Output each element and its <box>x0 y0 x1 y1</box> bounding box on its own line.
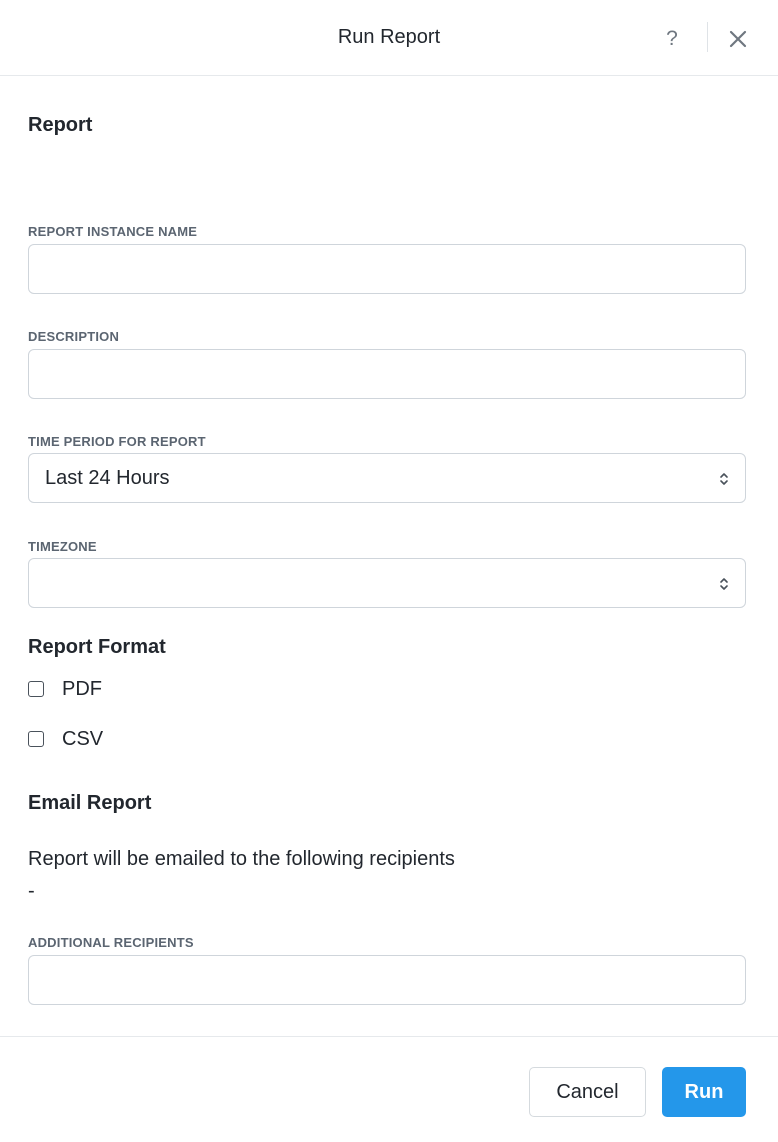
description-input[interactable] <box>28 349 746 399</box>
dialog-title: Run Report <box>337 26 441 48</box>
report-format-title: Report Format <box>28 636 166 658</box>
question-icon[interactable]: ? <box>666 27 678 50</box>
report-instance-name-label: REPORT INSTANCE NAME <box>28 224 198 239</box>
additional-recipients-input[interactable] <box>28 955 746 1005</box>
recipients-value: - <box>28 880 35 902</box>
run-button[interactable]: Run <box>662 1067 746 1117</box>
time-period-label: TIME PERIOD FOR REPORT <box>28 434 206 449</box>
recipients-description: Report will be emailed to the following recipients <box>28 848 455 870</box>
pdf-checkbox-row[interactable] <box>28 674 102 704</box>
close-icon-glyph <box>726 27 750 51</box>
time-period-selected-value: Last 24 Hours <box>45 467 170 489</box>
time-period-select[interactable] <box>28 453 746 503</box>
pdf-checkbox-label: PDF <box>62 677 102 700</box>
csv-checkbox[interactable] <box>28 731 44 747</box>
pdf-checkbox[interactable] <box>28 681 44 697</box>
select-caret-icon <box>719 576 729 592</box>
csv-checkbox-row[interactable] <box>28 724 103 754</box>
report-instance-name-input[interactable] <box>28 244 746 294</box>
description-label: DESCRIPTION <box>28 329 120 344</box>
close-icon[interactable] <box>726 27 750 51</box>
email-report-title: Email Report <box>28 792 152 814</box>
header-divider <box>707 22 708 52</box>
dialog-header <box>0 0 778 76</box>
timezone-label: TIMEZONE <box>28 539 97 554</box>
cancel-button[interactable]: Cancel <box>529 1067 646 1117</box>
report-section-title: Report <box>28 114 93 136</box>
additional-recipients-label: ADDITIONAL RECIPIENTS <box>28 935 194 950</box>
csv-checkbox-label: CSV <box>62 727 104 750</box>
select-caret-icon <box>719 471 729 487</box>
timezone-select[interactable] <box>28 558 746 608</box>
